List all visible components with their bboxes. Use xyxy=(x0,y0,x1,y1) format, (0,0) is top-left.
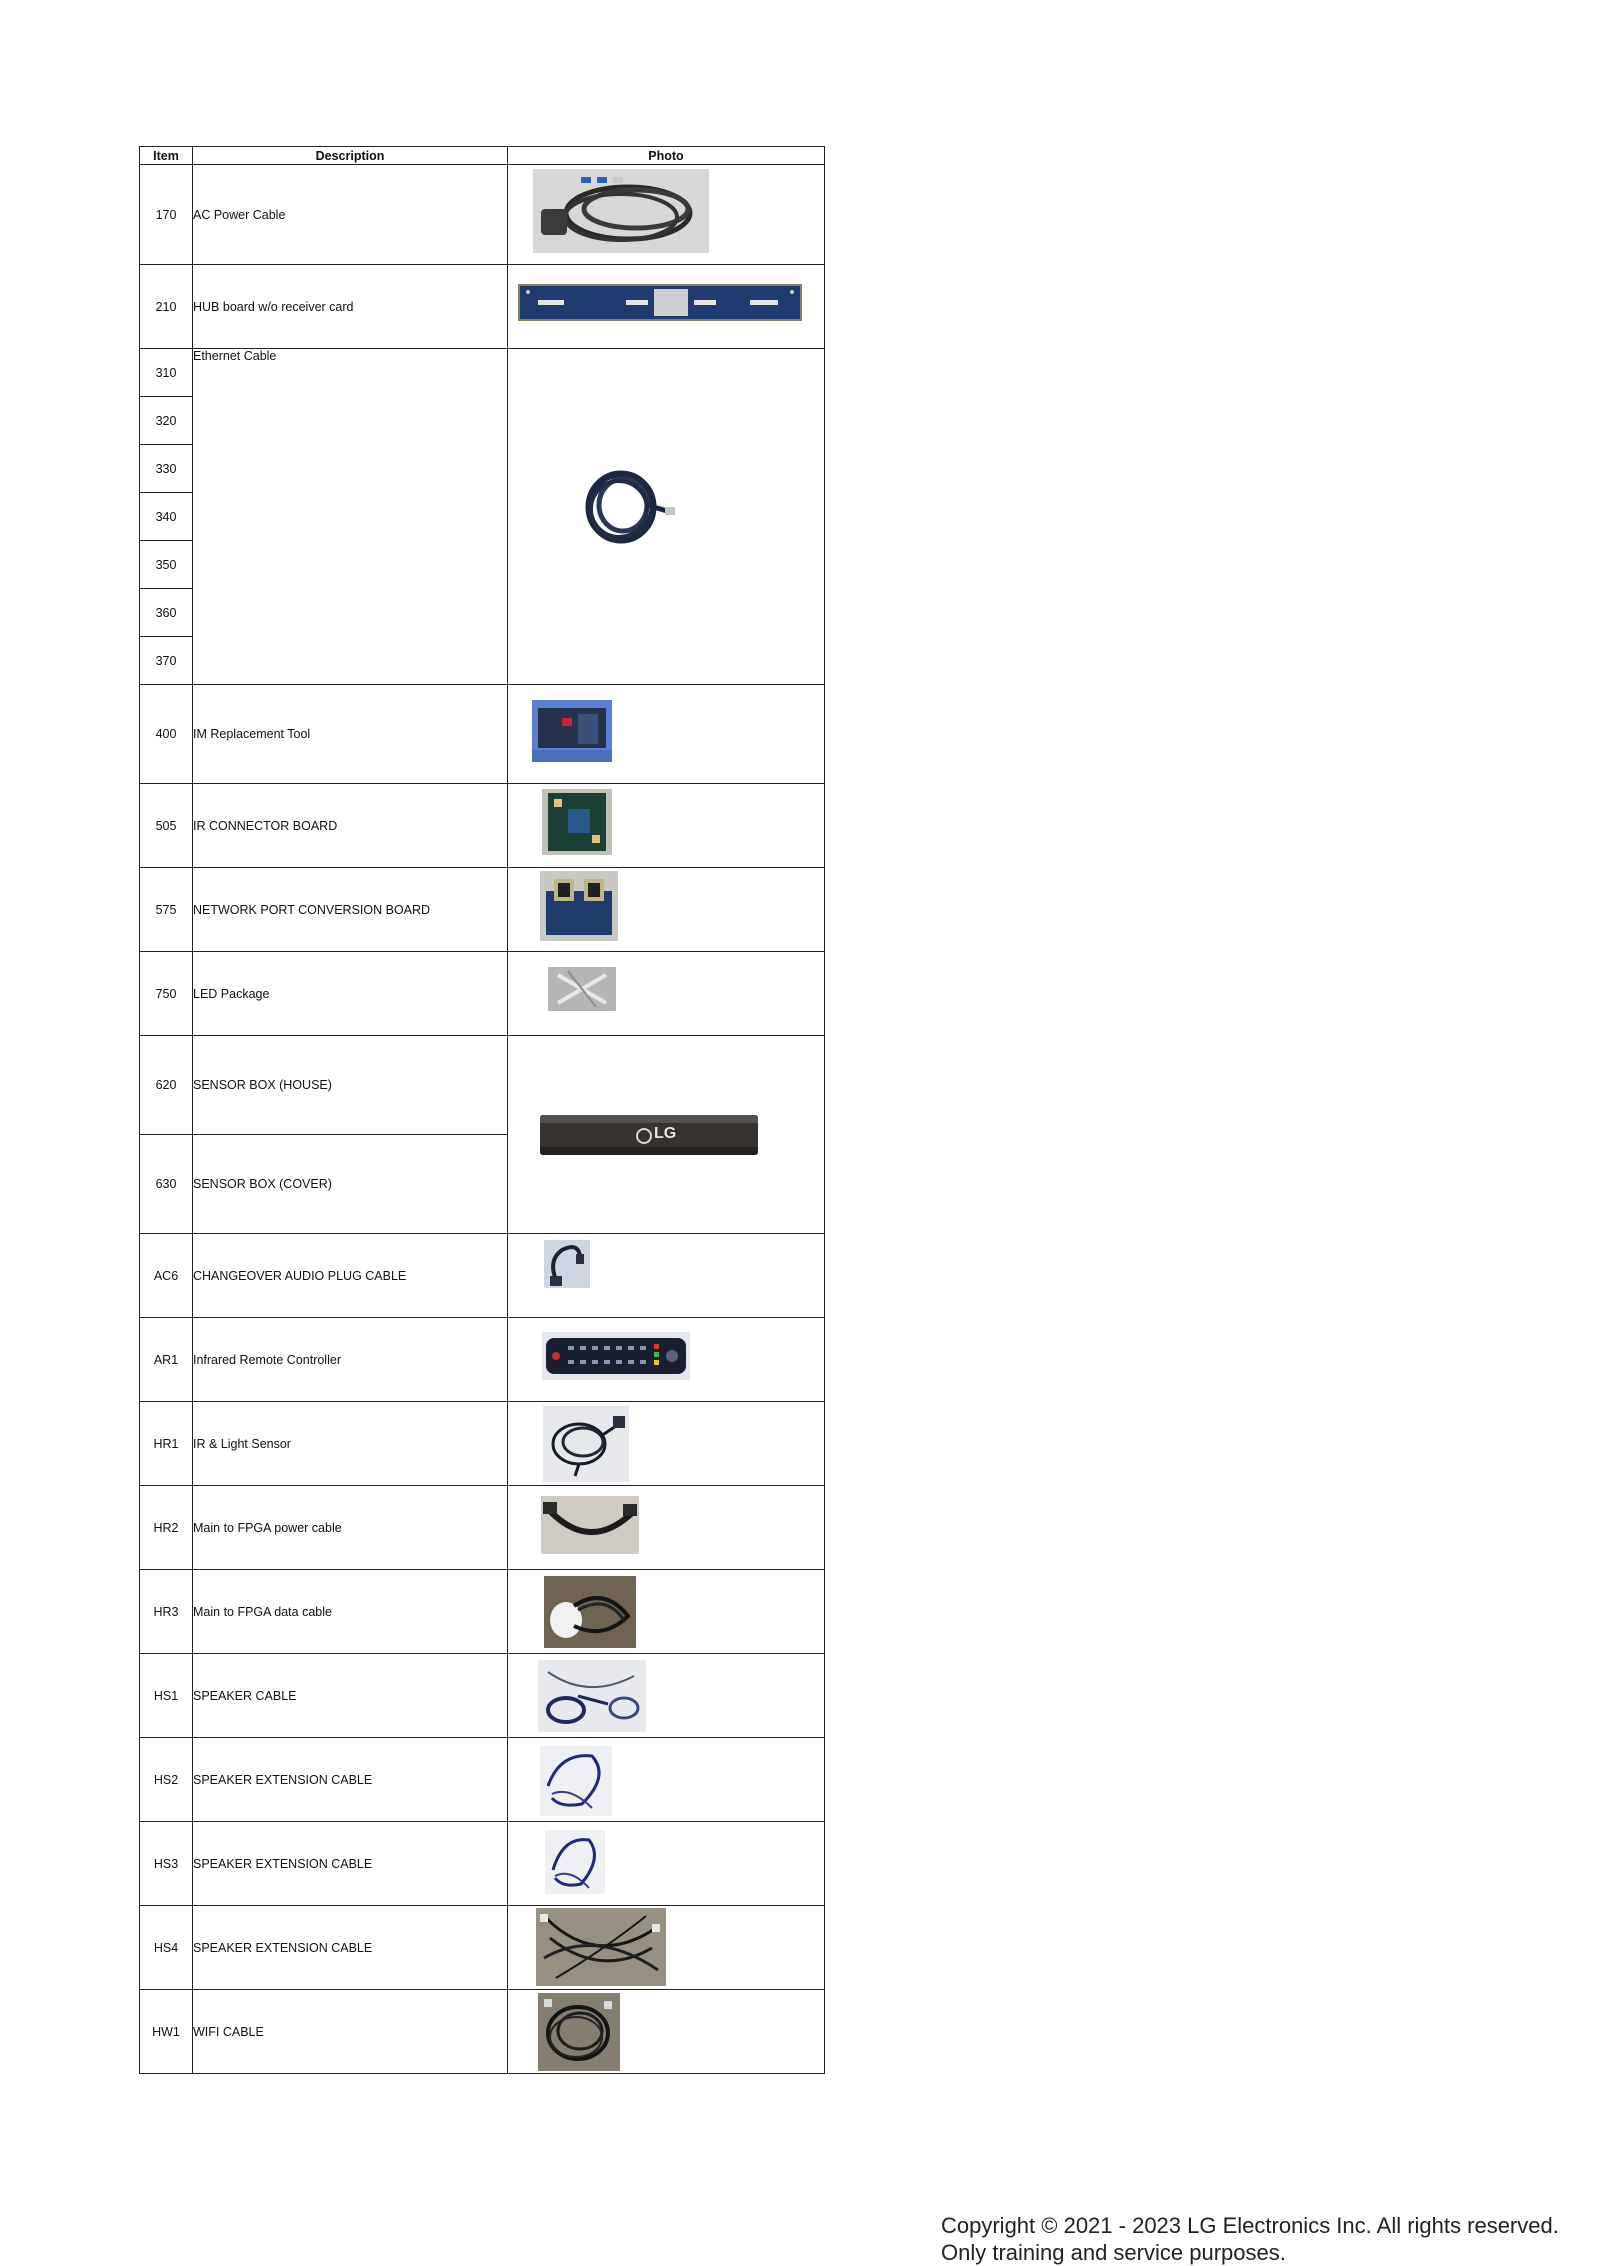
photo-cell xyxy=(508,1822,825,1906)
usage-notice-line: Only training and service purposes. xyxy=(941,2240,1286,2265)
item-description: Main to FPGA data cable xyxy=(193,1570,508,1654)
hub-board-photo xyxy=(518,284,802,321)
photo-cell xyxy=(508,1486,825,1570)
fpga-power-cable-photo xyxy=(541,1496,639,1554)
item-number: 320 xyxy=(140,397,193,445)
photo-cell xyxy=(508,1570,825,1654)
table-row xyxy=(140,868,825,952)
item-number: AR1 xyxy=(140,1318,193,1402)
item-number: HR3 xyxy=(140,1570,193,1654)
photo-cell xyxy=(508,165,825,265)
table-row xyxy=(140,1654,825,1738)
item-description: SPEAKER EXTENSION CABLE xyxy=(193,1738,508,1822)
led-package-photo xyxy=(548,967,616,1011)
item-number: HS2 xyxy=(140,1738,193,1822)
item-number: 575 xyxy=(140,868,193,952)
item-number: 400 xyxy=(140,685,193,784)
table-row xyxy=(140,1036,825,1135)
photo-cell xyxy=(508,1402,825,1486)
photo-cell xyxy=(508,1990,825,2074)
table-row xyxy=(140,1906,825,1990)
table-row xyxy=(140,784,825,868)
photo-cell xyxy=(508,1906,825,1990)
item-description: SPEAKER EXTENSION CABLE xyxy=(193,1822,508,1906)
speaker-cable-photo xyxy=(538,1660,646,1732)
ethernet-cable-photo xyxy=(583,467,683,549)
item-description: WIFI CABLE xyxy=(193,1990,508,2074)
im-replacement-tool-photo xyxy=(532,700,612,762)
wifi-cable-photo xyxy=(538,1993,620,2071)
photo-cell xyxy=(508,1318,825,1402)
item-number: 310 xyxy=(140,349,193,397)
table-row xyxy=(140,165,825,265)
fpga-data-cable-photo xyxy=(544,1576,636,1648)
speaker-extension-cable-bundle-photo xyxy=(536,1908,666,1986)
speaker-extension-cable-photo xyxy=(545,1830,605,1894)
ir-light-sensor-photo xyxy=(543,1406,629,1482)
lg-logo-text: LG xyxy=(654,1125,677,1142)
table-row xyxy=(140,1402,825,1486)
remote-controller-photo xyxy=(542,1332,690,1380)
photo-cell xyxy=(508,1738,825,1822)
photo-cell xyxy=(508,1654,825,1738)
item-number: 370 xyxy=(140,637,193,685)
item-number: 350 xyxy=(140,541,193,589)
item-description: Ethernet Cable xyxy=(193,349,508,685)
header-photo: Photo xyxy=(508,147,825,165)
table-row xyxy=(140,1990,825,2074)
photo-cell xyxy=(508,349,825,685)
item-description: LED Package xyxy=(193,952,508,1036)
header-item: Item xyxy=(140,147,193,165)
photo-cell xyxy=(508,1036,825,1234)
photo-cell xyxy=(508,685,825,784)
copyright-line: Copyright © 2021 - 2023 LG Electronics Inc. All rights reserved. xyxy=(941,2213,1559,2238)
item-description: Infrared Remote Controller xyxy=(193,1318,508,1402)
table-row xyxy=(140,1822,825,1906)
photo-cell xyxy=(508,265,825,349)
item-number: HS4 xyxy=(140,1906,193,1990)
network-port-conversion-board-photo xyxy=(540,871,618,941)
item-description: SPEAKER CABLE xyxy=(193,1654,508,1738)
item-number: 750 xyxy=(140,952,193,1036)
ir-connector-board-photo xyxy=(542,789,612,855)
item-description: AC Power Cable xyxy=(193,165,508,265)
item-number: AC6 xyxy=(140,1234,193,1318)
table-row xyxy=(140,685,825,784)
item-number: 505 xyxy=(140,784,193,868)
table-header-row xyxy=(140,147,825,165)
item-description: NETWORK PORT CONVERSION BOARD xyxy=(193,868,508,952)
item-number: 330 xyxy=(140,445,193,493)
item-number: 630 xyxy=(140,1135,193,1234)
table-row xyxy=(140,952,825,1036)
item-number: 620 xyxy=(140,1036,193,1135)
speaker-extension-cable-photo xyxy=(540,1746,612,1816)
photo-cell xyxy=(508,868,825,952)
item-number: 360 xyxy=(140,589,193,637)
item-number: HR1 xyxy=(140,1402,193,1486)
sensor-box-photo xyxy=(540,1115,758,1155)
copyright-footer xyxy=(941,2212,1559,2266)
table-row xyxy=(140,1570,825,1654)
header-description: Description xyxy=(193,147,508,165)
parts-table xyxy=(139,146,825,2074)
item-number: 170 xyxy=(140,165,193,265)
item-description: SPEAKER EXTENSION CABLE xyxy=(193,1906,508,1990)
table-row xyxy=(140,1486,825,1570)
table-row xyxy=(140,265,825,349)
item-description: IR CONNECTOR BOARD xyxy=(193,784,508,868)
item-description: SENSOR BOX (HOUSE) xyxy=(193,1036,508,1135)
item-description: IM Replacement Tool xyxy=(193,685,508,784)
item-number: 340 xyxy=(140,493,193,541)
item-number: HR2 xyxy=(140,1486,193,1570)
photo-cell xyxy=(508,1234,825,1318)
item-description: SENSOR BOX (COVER) xyxy=(193,1135,508,1234)
item-number: HS3 xyxy=(140,1822,193,1906)
photo-cell xyxy=(508,952,825,1036)
photo-cell xyxy=(508,784,825,868)
table-row xyxy=(140,349,825,397)
table-row xyxy=(140,1318,825,1402)
table-row xyxy=(140,1738,825,1822)
audio-plug-cable-photo xyxy=(544,1240,590,1288)
item-number: HS1 xyxy=(140,1654,193,1738)
item-number: 210 xyxy=(140,265,193,349)
item-description: HUB board w/o receiver card xyxy=(193,265,508,349)
ac-power-cable-photo xyxy=(533,169,709,253)
item-number: HW1 xyxy=(140,1990,193,2074)
item-description: IR & Light Sensor xyxy=(193,1402,508,1486)
table-row xyxy=(140,1234,825,1318)
item-description: Main to FPGA power cable xyxy=(193,1486,508,1570)
item-description: CHANGEOVER AUDIO PLUG CABLE xyxy=(193,1234,508,1318)
